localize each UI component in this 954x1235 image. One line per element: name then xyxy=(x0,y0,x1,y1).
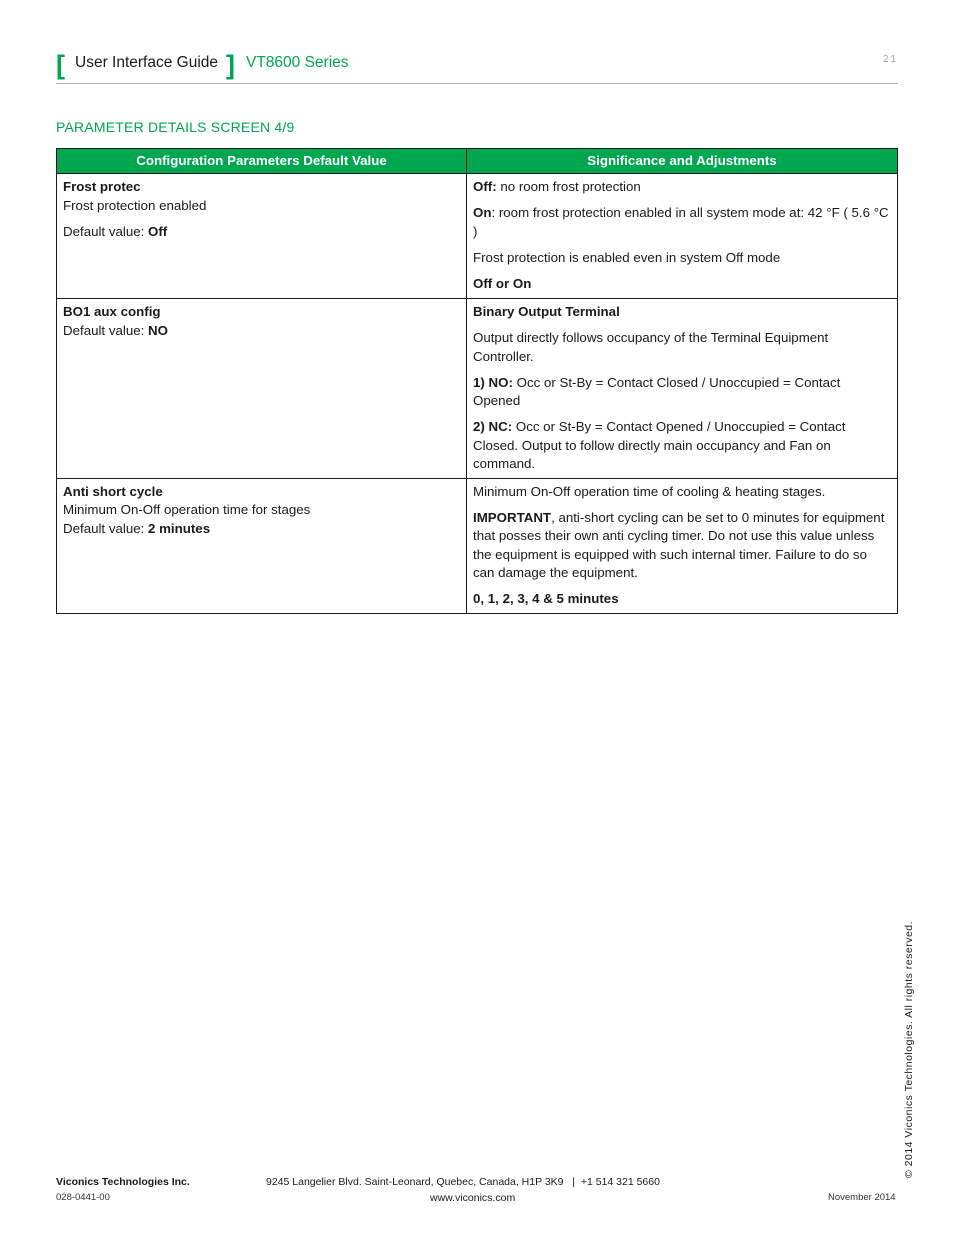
significance-cell xyxy=(467,174,898,299)
footer-website-link[interactable]: www.viconics.com xyxy=(430,1192,516,1204)
guide-title: User Interface Guide xyxy=(75,54,219,71)
default-value: Default value: NO xyxy=(63,322,168,338)
page-number: 21 xyxy=(882,54,898,65)
paragraph: Frost protection is enabled even in system Off mode xyxy=(473,249,781,265)
footer-company: Viconics Technologies Inc. xyxy=(56,1176,190,1188)
significance-cell xyxy=(467,299,898,479)
header-divider xyxy=(56,83,898,84)
parameter-description: Minimum On-Off operation time for stages xyxy=(63,502,311,517)
table-row xyxy=(57,478,898,613)
paragraph: 0, 1, 2, 3, 4 & 5 minutes xyxy=(473,591,619,606)
paragraph: Off or On xyxy=(473,275,532,291)
significance-cell xyxy=(467,478,898,613)
table-row xyxy=(57,299,898,479)
parameter-description: Frost protection enabled xyxy=(63,197,207,213)
paragraph: Binary Output Terminal xyxy=(473,304,620,319)
column-header-config: Configuration Parameters Default Value xyxy=(57,149,467,174)
copyright-notice: © 2014 Viconics Technologies. All rights reserved. xyxy=(903,920,915,1178)
right-bracket-icon: ] xyxy=(226,50,235,80)
paragraph: On: room frost protection enabled in all system mode at: 42 °F ( 5.6 °C ) xyxy=(473,205,889,239)
parameter-name: Anti short cycle xyxy=(63,483,163,499)
paragraph: Output directly follows occupancy of the Terminal Equipment Controller. xyxy=(473,330,829,364)
footer-date: November 2014 xyxy=(828,1192,896,1203)
footer-address: 9245 Langelier Blvd. Saint-Leonard, Quebec, Canada, H1P 3K9 | +1 514 321 5660 xyxy=(266,1176,660,1188)
series-title: VT8600 Series xyxy=(246,54,349,71)
paragraph: IMPORTANT, anti-short cycling can be set to 0 minutes for equipment that posses their own anti cycling timer. Do not use this value unless the equipment is equipped with such internal timer. Failure to do so can damage the equipment. xyxy=(473,509,885,580)
column-header-significance: Significance and Adjustments xyxy=(467,149,898,174)
parameter-name: Frost protec xyxy=(63,179,141,194)
config-cell xyxy=(57,478,467,613)
page-header xyxy=(56,50,898,84)
paragraph: Off: no room frost protection xyxy=(473,179,641,194)
parameter-name: BO1 aux config xyxy=(63,304,161,319)
config-cell xyxy=(57,174,467,299)
table-header-row xyxy=(57,149,898,174)
paragraph: 1) NO: Occ or St-By = Contact Closed / Unoccupied = Contact Opened xyxy=(473,374,841,408)
default-value: Default value: 2 minutes xyxy=(63,520,211,536)
section-title: PARAMETER DETAILS SCREEN 4/9 xyxy=(56,119,295,135)
paragraph: Minimum On-Off operation time of cooling & heating stages. xyxy=(473,483,826,499)
paragraph: 2) NC: Occ or St-By = Contact Opened / Unoccupied = Contact Closed. Output to follow directly main occupancy and Fan on command. xyxy=(473,419,846,471)
left-bracket-icon: [ xyxy=(56,50,65,80)
default-value: Default value: Off xyxy=(63,223,168,239)
table-row xyxy=(57,174,898,299)
config-cell xyxy=(57,299,467,479)
footer-doc-number: 028-0441-00 xyxy=(56,1192,110,1203)
parameters-table xyxy=(56,148,898,614)
